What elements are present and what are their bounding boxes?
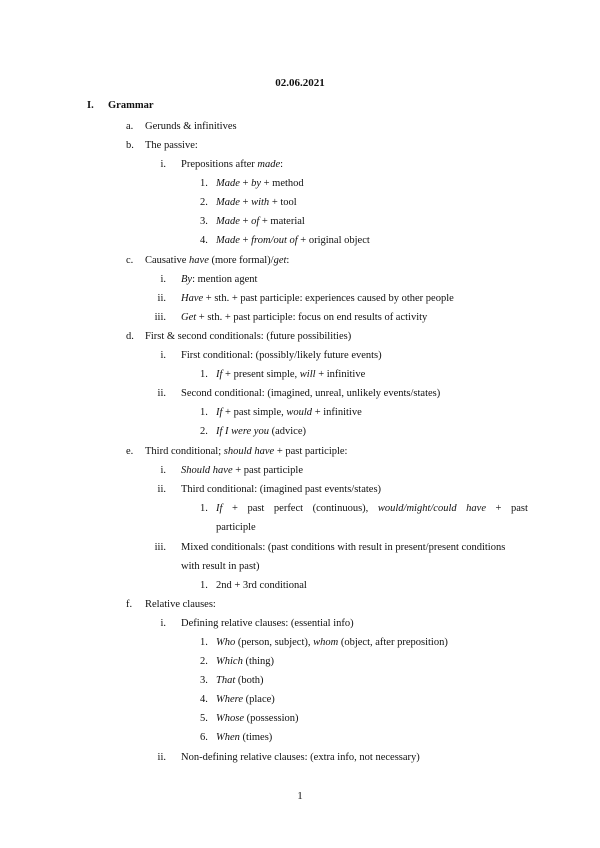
item-c-iii-text: Get + sth. + past participle: focus on end results of activity	[181, 312, 428, 323]
page-title: 02.06.2021	[275, 77, 325, 89]
item-d-marker: d.	[126, 331, 134, 342]
item-b-4-text: Made + from/out of + original object	[216, 235, 370, 246]
item-f-5-text: Whose (possession)	[216, 713, 299, 724]
item-f-6-marker: 6.	[200, 732, 208, 743]
item-b-2-marker: 2.	[200, 197, 208, 208]
section-marker: I.	[87, 100, 94, 111]
item-e-iii-1-text: 2nd + 3rd conditional	[216, 580, 307, 591]
item-b-i-text: Prepositions after made:	[181, 159, 284, 170]
item-d-i-marker: i.	[160, 350, 166, 361]
item-e-ii-text: Third conditional: (imagined past events/states)	[181, 484, 382, 495]
item-d-ii-1-text: If + past simple, would + infinitive	[216, 407, 362, 418]
item-e-iii-line1: Mixed conditionals: (past conditions with result in present/present conditions	[181, 542, 506, 553]
item-f-4-marker: 4.	[200, 694, 208, 705]
item-f-4-text: Where (place)	[216, 694, 275, 705]
item-f-1-text: Who (person, subject), whom (object, after preposition)	[216, 637, 448, 648]
section-title: Grammar	[108, 100, 154, 111]
item-f-i-marker: i.	[160, 618, 166, 629]
item-e-text: Third conditional; should have + past participle:	[145, 446, 348, 457]
item-d-i-text: First conditional: (possibly/likely future events)	[181, 350, 382, 361]
item-e-iii-line2: with result in past)	[181, 561, 260, 572]
item-c-text: Causative have (more formal)/get:	[145, 255, 290, 266]
item-a-text: Gerunds & infinitives	[145, 121, 237, 132]
item-d-text: First & second conditionals: (future possibilities)	[145, 331, 352, 342]
item-c-i-marker: i.	[160, 274, 166, 285]
item-b-text: The passive:	[145, 140, 198, 151]
page-number: 1	[297, 790, 303, 802]
item-e-i-marker: i.	[160, 465, 166, 476]
item-f-2-text: Which (thing)	[216, 656, 275, 667]
item-b-3-marker: 3.	[200, 216, 208, 227]
item-e-marker: e.	[126, 446, 134, 457]
item-d-ii-text: Second conditional: (imagined, unreal, unlikely events/states)	[181, 388, 441, 399]
item-c-i-text: By: mention agent	[181, 274, 258, 285]
item-d-ii-2-text: If I were you (advice)	[216, 426, 306, 437]
item-f-3-marker: 3.	[200, 675, 208, 686]
item-f-2-marker: 2.	[200, 656, 208, 667]
item-b-1-marker: 1.	[200, 178, 208, 189]
item-e-ii-1-line2: participle	[216, 522, 256, 533]
item-f-ii-text: Non-defining relative clauses: (extra info, not necessary)	[181, 752, 420, 763]
item-c-marker: c.	[126, 255, 134, 266]
item-e-ii-marker: ii.	[157, 484, 166, 495]
item-d-i-1-marker: 1.	[200, 369, 208, 380]
item-f-marker: f.	[126, 599, 133, 610]
item-a-marker: a.	[126, 121, 134, 132]
item-f-6-text: When (times)	[216, 732, 273, 743]
item-d-ii-2-marker: 2.	[200, 426, 208, 437]
item-b-1-text: Made + by + method	[216, 178, 304, 189]
item-f-1-marker: 1.	[200, 637, 208, 648]
item-e-i-text: Should have + past participle	[181, 465, 303, 476]
item-f-ii-marker: ii.	[157, 752, 166, 763]
item-c-ii-marker: ii.	[157, 293, 166, 304]
item-d-ii-1-marker: 1.	[200, 407, 208, 418]
item-b-i-marker: i.	[160, 159, 166, 170]
item-e-iii-1-marker: 1.	[200, 580, 208, 591]
item-d-ii-marker: ii.	[157, 388, 166, 399]
item-e-ii-1-line1: If + past perfect (continuous), would/might/could have + past	[216, 503, 528, 514]
item-f-text: Relative clauses:	[145, 599, 216, 610]
item-c-ii-text: Have + sth. + past participle: experiences caused by other people	[181, 293, 454, 304]
item-b-marker: b.	[126, 140, 134, 151]
item-b-4-marker: 4.	[200, 235, 208, 246]
item-b-3-text: Made + of + material	[216, 216, 305, 227]
item-d-i-1-text: If + present simple, will + infinitive	[216, 369, 366, 380]
item-f-i-text: Defining relative clauses: (essential info)	[181, 618, 354, 629]
item-f-3-text: That (both)	[216, 675, 264, 686]
item-e-ii-1-marker: 1.	[200, 503, 208, 514]
item-b-2-text: Made + with + tool	[216, 197, 297, 208]
item-c-iii-marker: iii.	[154, 312, 166, 323]
item-e-iii-marker: iii.	[154, 542, 166, 553]
item-f-5-marker: 5.	[200, 713, 208, 724]
